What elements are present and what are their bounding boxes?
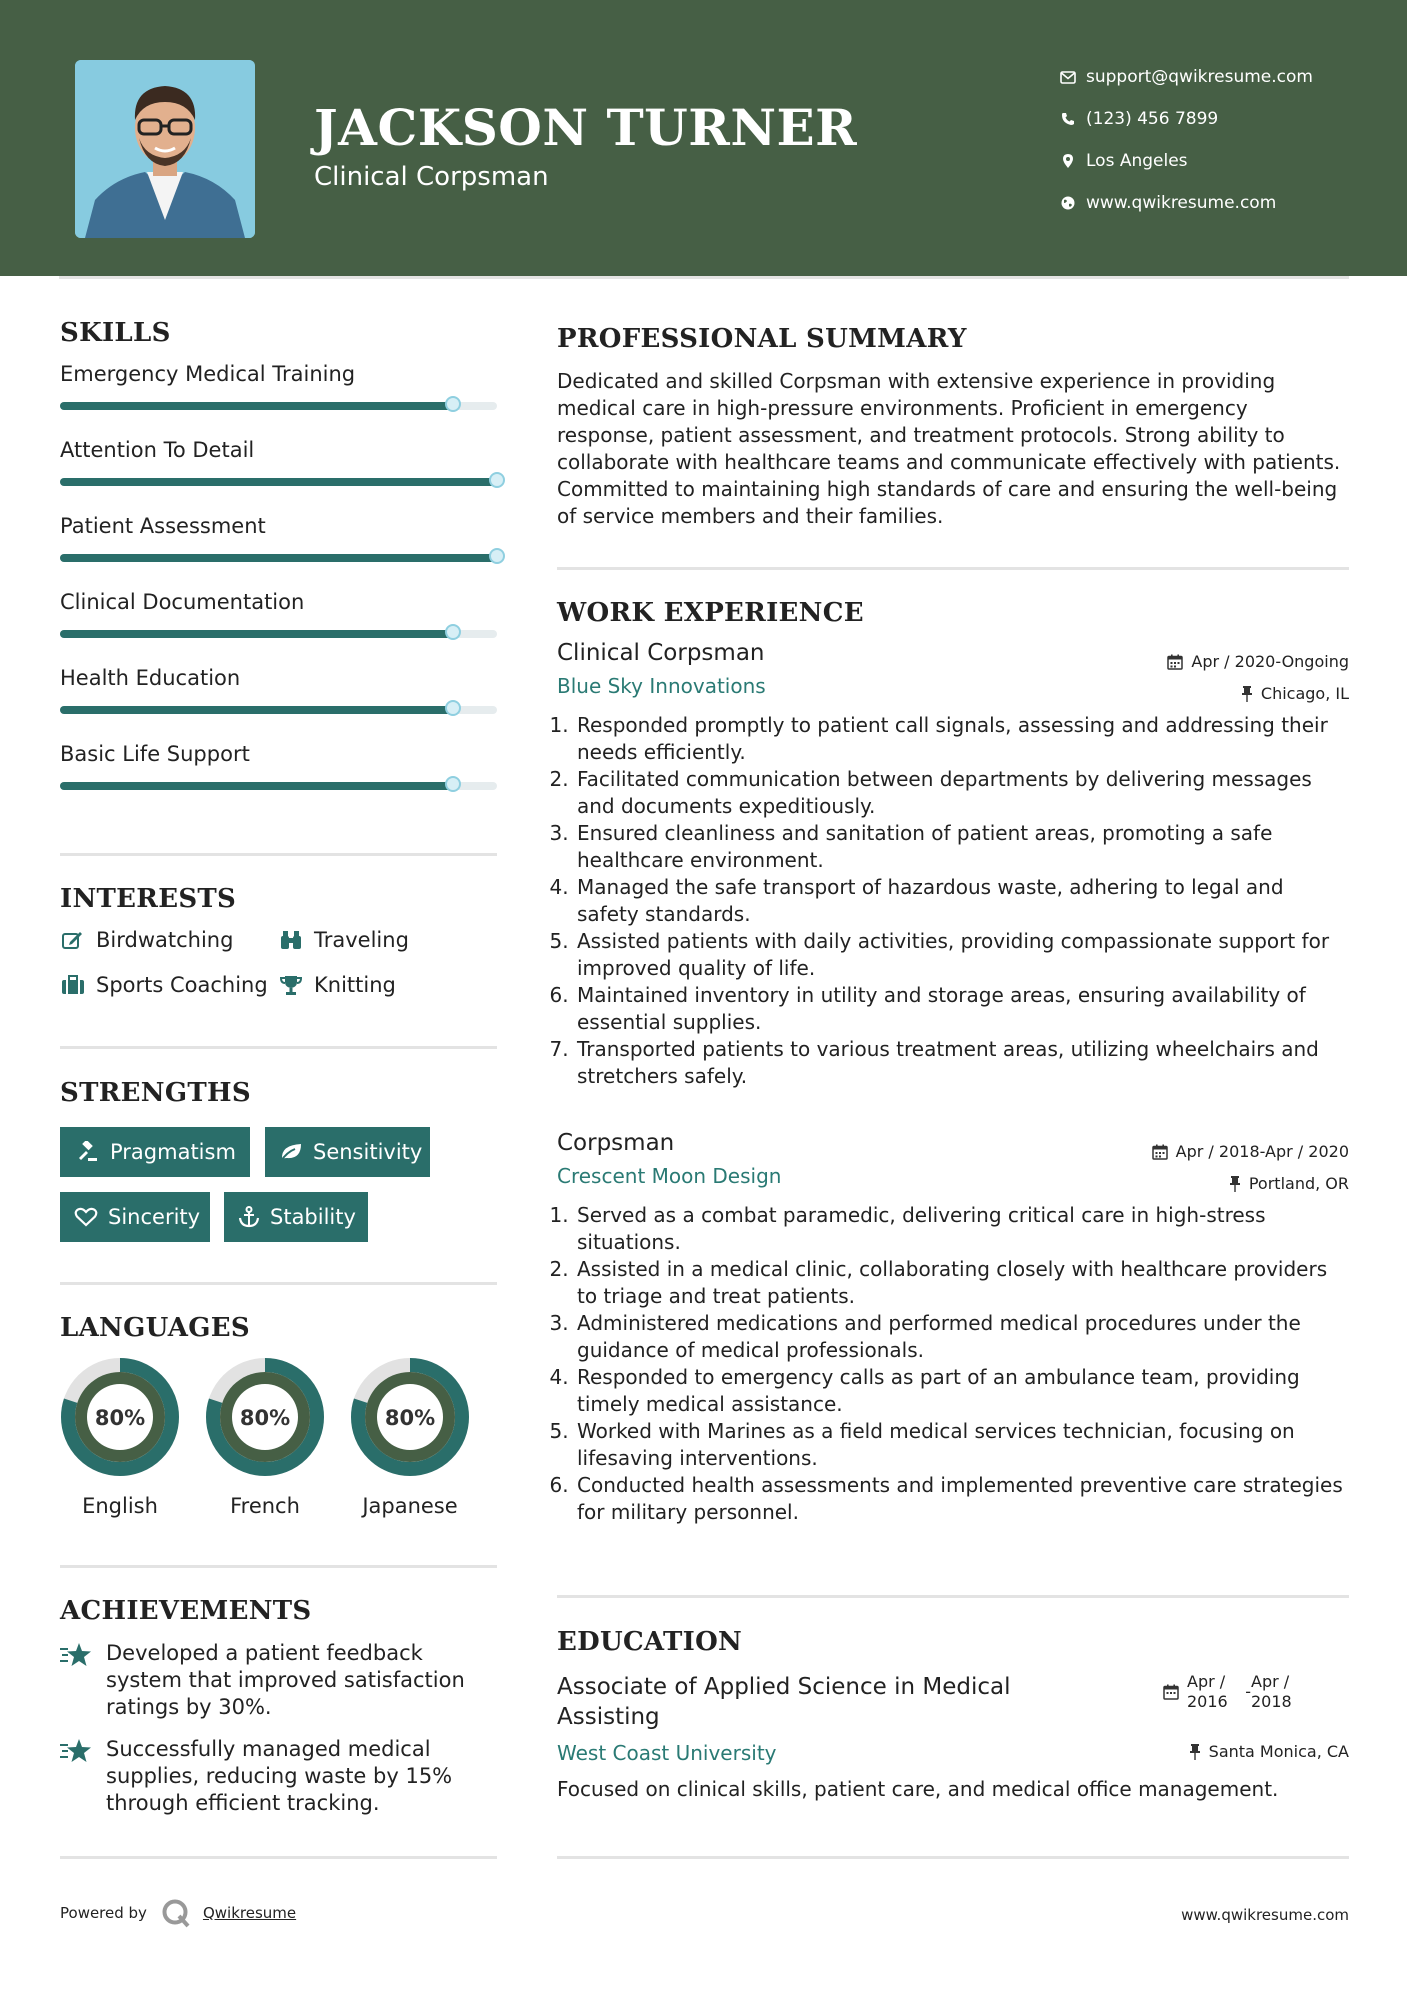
language-item (204, 1356, 326, 1518)
job-location-text: Chicago, IL (1260, 684, 1349, 703)
contact-list (1050, 56, 1313, 224)
duty-item: 6. Maintained inventory in utility and storage areas, ensuring availability of essential supplies. (575, 982, 1349, 1036)
contact-phone[interactable] (1050, 98, 1313, 140)
skill-item (60, 742, 497, 818)
language-ring (349, 1356, 471, 1478)
pencil-square-icon (60, 928, 86, 952)
language-percent: 80% (239, 1406, 291, 1430)
education-dates (1163, 1672, 1301, 1712)
job-location (1241, 684, 1349, 703)
skill-item (60, 590, 497, 666)
achievement-text: Developed a patient feedback system that improved satisfaction ratings by 30%. (106, 1641, 465, 1719)
gavel-icon (74, 1141, 100, 1163)
contact-phone-text: (123) 456 7899 (1086, 109, 1219, 129)
language-percent: 80% (94, 1406, 146, 1430)
resume-header (0, 0, 1407, 276)
education-description: Focused on clinical skills, patient care, and medical office management. (557, 1777, 1279, 1801)
strength-label: Sensitivity (313, 1140, 423, 1164)
summary-text: Dedicated and skilled Corpsman with extensive experience in providing medical care in high-pressure environments. Proficient in emergency response, patient assessment, and treatment protocols. Strong ability to collaborate with healthcare teams and communicate effectively with patients. Committed to maintaining high standards of care and ensuring the well-being of service members and their families. (557, 369, 1341, 528)
interest-label: Knitting (314, 973, 396, 997)
strength-badge (60, 1192, 210, 1242)
strengths-heading: STRENGTHS (60, 1078, 251, 1108)
map-pin-icon (1050, 154, 1086, 168)
skill-name: Health Education (60, 666, 241, 690)
job-entry (557, 1130, 1349, 1550)
contact-website[interactable] (1050, 182, 1313, 224)
footer-powered-by (60, 1898, 296, 1928)
job-entry (557, 640, 1349, 1100)
languages-heading: LANGUAGES (60, 1313, 250, 1343)
language-percent: 80% (384, 1406, 436, 1430)
skill-bar (60, 782, 497, 790)
interest-item (278, 928, 409, 952)
interests-heading: INTERESTS (60, 884, 237, 914)
briefcase-icon (60, 973, 86, 997)
job-title: Corpsman (557, 1130, 675, 1156)
skill-name: Attention To Detail (60, 438, 255, 462)
achievement-item (60, 1736, 486, 1817)
duty-item: 5. Assisted patients with daily activities, providing compassionate support for improved quality of life. (575, 928, 1349, 982)
strength-label: Sincerity (108, 1205, 201, 1229)
contact-email[interactable] (1050, 56, 1313, 98)
contact-email-text: support@qwikresume.com (1086, 67, 1313, 87)
calendar-icon (1152, 1144, 1168, 1160)
duty-item: 3. Administered medications and performed medical procedures under the guidance of medical professionals. (575, 1310, 1349, 1364)
job-duties (557, 712, 1349, 1090)
interest-item (60, 928, 233, 952)
language-name: English (82, 1494, 158, 1518)
achievement-item (60, 1640, 486, 1721)
section-divider (557, 567, 1349, 570)
job-dates (1167, 652, 1349, 671)
education-end: Apr / 2018 (1251, 1672, 1292, 1711)
trophy-icon (278, 973, 304, 997)
interest-label: Traveling (314, 928, 409, 952)
header-divider (59, 276, 1349, 279)
strength-label: Pragmatism (110, 1140, 236, 1164)
section-divider (60, 1282, 497, 1285)
duty-item: 1. Responded promptly to patient call signals, assessing and addressing their needs efficiently. (575, 712, 1349, 766)
skill-item (60, 362, 497, 438)
anchor-icon (238, 1206, 260, 1228)
left-column (60, 318, 497, 818)
section-divider (60, 853, 497, 856)
experience-heading: WORK EXPERIENCE (557, 598, 864, 628)
skill-item (60, 666, 497, 742)
section-divider (557, 1595, 1349, 1598)
pushpin-icon (1241, 686, 1253, 702)
degree-name: Associate of Applied Science in Medical Assisting (557, 1674, 1011, 1730)
pushpin-icon (1229, 1176, 1241, 1192)
candidate-title: Clinical Corpsman (314, 162, 549, 192)
skill-bar (60, 630, 497, 638)
qwikresume-logo-icon (161, 1898, 191, 1928)
school-name: West Coast University (557, 1741, 777, 1765)
candidate-name: JACKSON TURNER (314, 98, 858, 157)
interest-item (60, 973, 268, 997)
language-item (59, 1356, 181, 1518)
contact-website-text: www.qwikresume.com (1086, 193, 1277, 213)
language-item (349, 1356, 471, 1518)
binoculars-icon (278, 928, 304, 952)
strength-label: Stability (270, 1205, 356, 1229)
language-ring (59, 1356, 181, 1478)
calendar-icon (1163, 1672, 1179, 1705)
company-name: Crescent Moon Design (557, 1164, 782, 1188)
achievements-heading: ACHIEVEMENTS (60, 1596, 312, 1626)
calendar-icon (1167, 654, 1183, 670)
duty-item: 3. Ensured cleanliness and sanitation of patient areas, promoting a safe healthcare environment. (575, 820, 1349, 874)
duty-item: 5. Worked with Marines as a field medical services technician, focusing on lifesaving interventions. (575, 1418, 1349, 1472)
duty-item: 6. Conducted health assessments and implemented preventive care strategies for military personnel. (575, 1472, 1349, 1526)
skills-list (60, 362, 497, 818)
job-dates (1152, 1142, 1349, 1161)
skill-item (60, 514, 497, 590)
skill-bar (60, 402, 497, 410)
strength-badge (265, 1127, 430, 1177)
job-dates-text: Apr / 2018-Apr / 2020 (1175, 1142, 1349, 1161)
leaf-icon (279, 1142, 303, 1162)
section-divider (60, 1856, 497, 1859)
star-icon (60, 1736, 94, 1817)
envelope-icon (1050, 71, 1086, 84)
education-heading: EDUCATION (557, 1627, 743, 1657)
skill-bar (60, 478, 497, 486)
strength-badge (224, 1192, 368, 1242)
profile-photo (75, 60, 255, 238)
education-location (1189, 1742, 1349, 1761)
skill-name: Clinical Documentation (60, 590, 305, 614)
section-divider (557, 1856, 1349, 1859)
job-duties (557, 1202, 1349, 1526)
contact-location (1050, 140, 1313, 182)
heart-icon (74, 1207, 98, 1227)
duty-item: 2. Assisted in a medical clinic, collaborating closely with healthcare providers to triage and treat patients. (575, 1256, 1349, 1310)
duty-item: 4. Responded to emergency calls as part of an ambulance team, providing timely medical assistance. (575, 1364, 1349, 1418)
language-name: Japanese (362, 1494, 458, 1518)
skills-heading: SKILLS (60, 318, 171, 348)
powered-by-label: Powered by (60, 1904, 147, 1922)
skill-item (60, 438, 497, 514)
achievement-text: Successfully managed medical supplies, reducing waste by 15% through efficient tracking. (106, 1737, 453, 1815)
contact-location-text: Los Angeles (1086, 151, 1188, 171)
duty-item: 1. Served as a combat paramedic, delivering critical care in high-stress situations. (575, 1202, 1349, 1256)
star-icon (60, 1640, 94, 1721)
pushpin-icon (1189, 1744, 1201, 1760)
skill-name: Patient Assessment (60, 514, 266, 538)
education-dash: - (1245, 1682, 1251, 1701)
skill-name: Basic Life Support (60, 742, 250, 766)
language-name: French (230, 1494, 300, 1518)
footer-url[interactable]: www.qwikresume.com (1181, 1906, 1349, 1924)
job-location-text: Portland, OR (1248, 1174, 1349, 1193)
skill-name: Emergency Medical Training (60, 362, 356, 386)
skill-bar (60, 554, 497, 562)
interest-item (278, 973, 396, 997)
summary-heading: PROFESSIONAL SUMMARY (557, 324, 967, 354)
duty-item: 7. Transported patients to various treatment areas, utilizing wheelchairs and stretchers safely. (575, 1036, 1349, 1090)
duty-item: 4. Managed the safe transport of hazardous waste, adhering to legal and safety standards. (575, 874, 1349, 928)
job-location (1229, 1174, 1349, 1193)
qwikresume-link[interactable]: Qwikresume (202, 1904, 297, 1922)
job-title: Clinical Corpsman (557, 640, 765, 666)
section-divider (60, 1046, 497, 1049)
interest-label: Sports Coaching (96, 973, 268, 997)
skill-bar (60, 706, 497, 714)
job-dates-text: Apr / 2020-Ongoing (1191, 652, 1349, 671)
globe-icon (1050, 196, 1086, 210)
company-name: Blue Sky Innovations (557, 674, 766, 698)
phone-icon (1050, 112, 1086, 126)
education-location-text: Santa Monica, CA (1208, 1742, 1349, 1761)
education-start: Apr / 2016 (1187, 1672, 1228, 1711)
interest-label: Birdwatching (96, 928, 234, 952)
language-ring (204, 1356, 326, 1478)
strength-badge (60, 1127, 250, 1177)
section-divider (60, 1565, 497, 1568)
duty-item: 2. Facilitated communication between departments by delivering messages and documents expeditiously. (575, 766, 1349, 820)
